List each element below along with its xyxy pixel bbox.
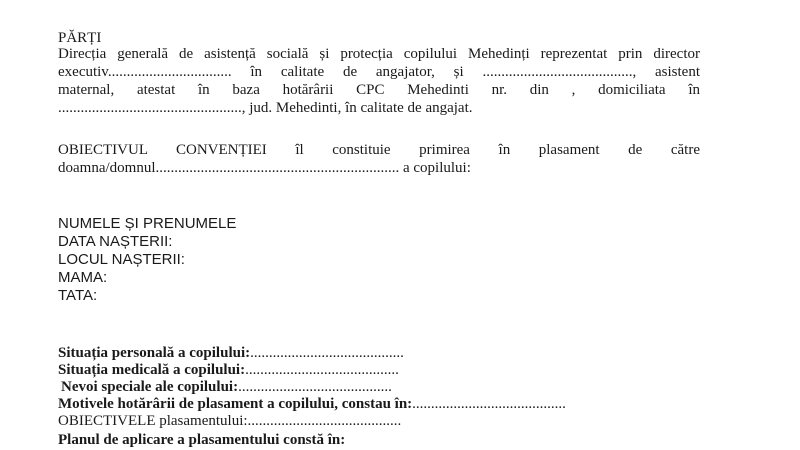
situatie-medicala-label: Situația medicală a copilului: xyxy=(58,362,246,378)
field-nume-prenume: NUMELE ȘI PRENUMELE xyxy=(58,215,237,232)
motive-plasament-row xyxy=(58,396,566,413)
nevoi-speciale-dots: ......................................... xyxy=(238,379,392,395)
situatie-personala-row xyxy=(58,345,404,362)
field-mama: MAMA: xyxy=(58,269,108,286)
obiectiv-line-2: doamna/domnul................................................................. a copilului: xyxy=(58,160,471,176)
motive-plasament-label: Motivele hotărârii de plasament a copilului, constau în: xyxy=(58,396,413,412)
situatie-personala-label: Situația personală a copilului: xyxy=(58,345,251,361)
section-heading-parti: PĂRȚI xyxy=(58,30,102,46)
obiective-plasament-dots: ......................................... xyxy=(247,413,402,429)
parti-line-1: Direcția generală de asistență socială și protecția copilului Mehedinți reprezentat prin director xyxy=(58,46,700,62)
motive-plasament-dots: ......................................... xyxy=(412,396,566,412)
obiective-plasament-label: OBIECTIVELE plasamentului: xyxy=(58,413,248,429)
obiective-plasament-row xyxy=(58,413,401,430)
nevoi-speciale-row xyxy=(61,379,392,396)
planul-aplicare-label: Planul de aplicare a plasamentului constă în: xyxy=(58,432,346,448)
field-data-nasterii: DATA NAȘTERII: xyxy=(58,233,173,250)
situatie-personala-dots: ......................................... xyxy=(250,345,404,361)
situatie-medicala-row xyxy=(58,362,399,379)
parti-line-3: maternal, atestat în baza hotărârii CPC Mehedinti nr. din , domiciliata în xyxy=(58,82,700,98)
field-locul-nasterii: LOCUL NAȘTERII: xyxy=(58,251,185,268)
parti-line-2: executiv................................. în calitate de angajator, și ........................................, asistent xyxy=(58,64,700,80)
field-tata: TATA: xyxy=(58,287,98,304)
parti-line-4: ................................................., jud. Mehedinti, în calitate de angajat. xyxy=(58,100,473,116)
nevoi-speciale-label: Nevoi speciale ale copilului: xyxy=(61,379,239,395)
obiectiv-line-1: OBIECTIVUL CONVENȚIEI îl constituie primirea în plasament de către xyxy=(58,142,700,158)
situatie-medicala-dots: ......................................... xyxy=(245,362,399,378)
